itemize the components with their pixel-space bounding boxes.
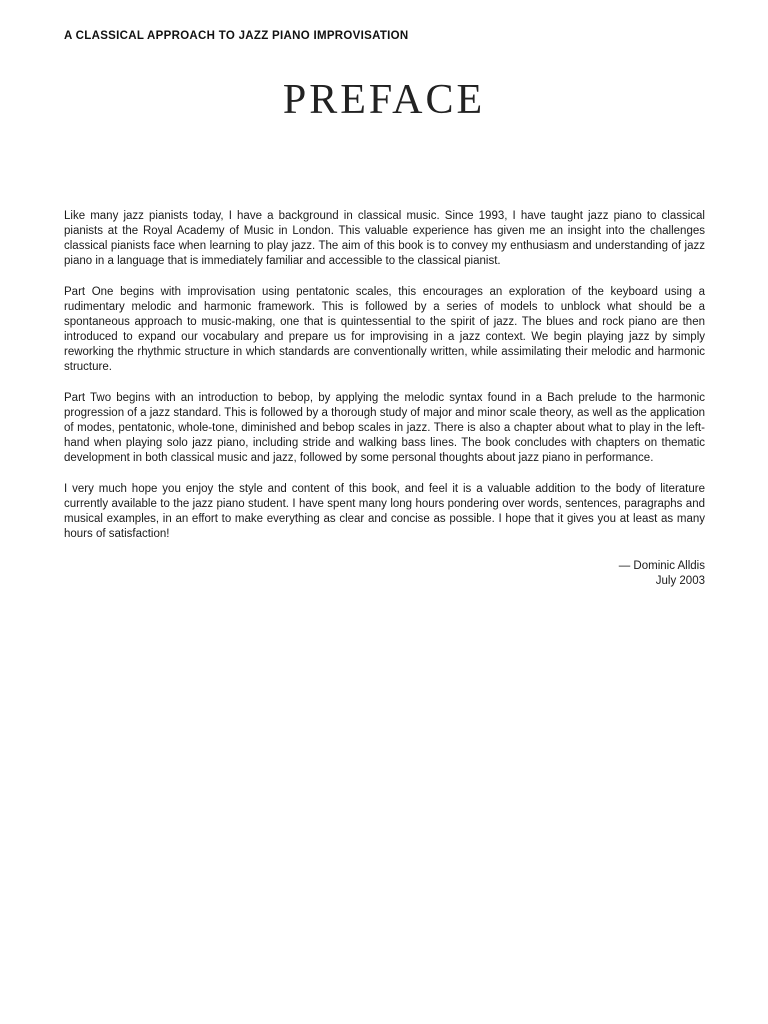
running-head: A CLASSICAL APPROACH TO JAZZ PIANO IMPROVISATION	[64, 30, 409, 42]
paragraph: Like many jazz pianists today, I have a background in classical music. Since 1993, I have taught jazz piano to classical pianists at the Royal Academy of Music in London. This valuable experience has given me an insight into the challenges classical pianists face when learning to play jazz. The aim of this book is to convey my enthusiasm and understanding of jazz piano in a language that is immediately familiar and accessible to the classical pianist.	[64, 210, 705, 267]
signature-author: — Dominic Alldis	[618, 560, 705, 572]
paragraph: Part Two begins with an introduction to bebop, by applying the melodic syntax found in a Bach prelude to the harmonic progression of a jazz standard. This is followed by a thorough study of major and minor scale theory, as well as the application of modes, pentatonic, whole-tone, diminished and bebop scales in jazz. There is also a chapter about what to play in the left-hand when playing solo jazz piano, including stride and walking bass lines. The book concludes with chapters on thematic development in both classical music and jazz, followed by some personal thoughts about jazz piano in performance.	[64, 392, 705, 464]
body-text	[64, 209, 705, 589]
paragraph: I very much hope you enjoy the style and content of this book, and feel it is a valuable addition to the body of literature currently available to the jazz piano student. I have spent many long hours pondering over words, sentences, paragraphs and musical examples, in an effort to make everything as clear and concise as possible. I hope that it gives you at least as many hours of satisfaction!	[64, 483, 705, 540]
paragraph: Part One begins with improvisation using pentatonic scales, this encourages an exploration of the keyboard using a rudimentary melodic and harmonic framework. This is followed by a series of models to unblock what should be a spontaneous approach to music-making, one that is quintessential to the spirit of jazz. The blues and rock piano are then introduced to expand our vocabulary and prepare us for improvising in a jazz context. We begin playing jazz by simply reworking the rhythmic structure in which standards are conventionally written, while assimilating their melodic and harmonic structure.	[64, 286, 705, 373]
signature-date: July 2003	[655, 575, 705, 587]
signature-block	[64, 559, 705, 589]
page-title: PREFACE	[282, 77, 486, 123]
